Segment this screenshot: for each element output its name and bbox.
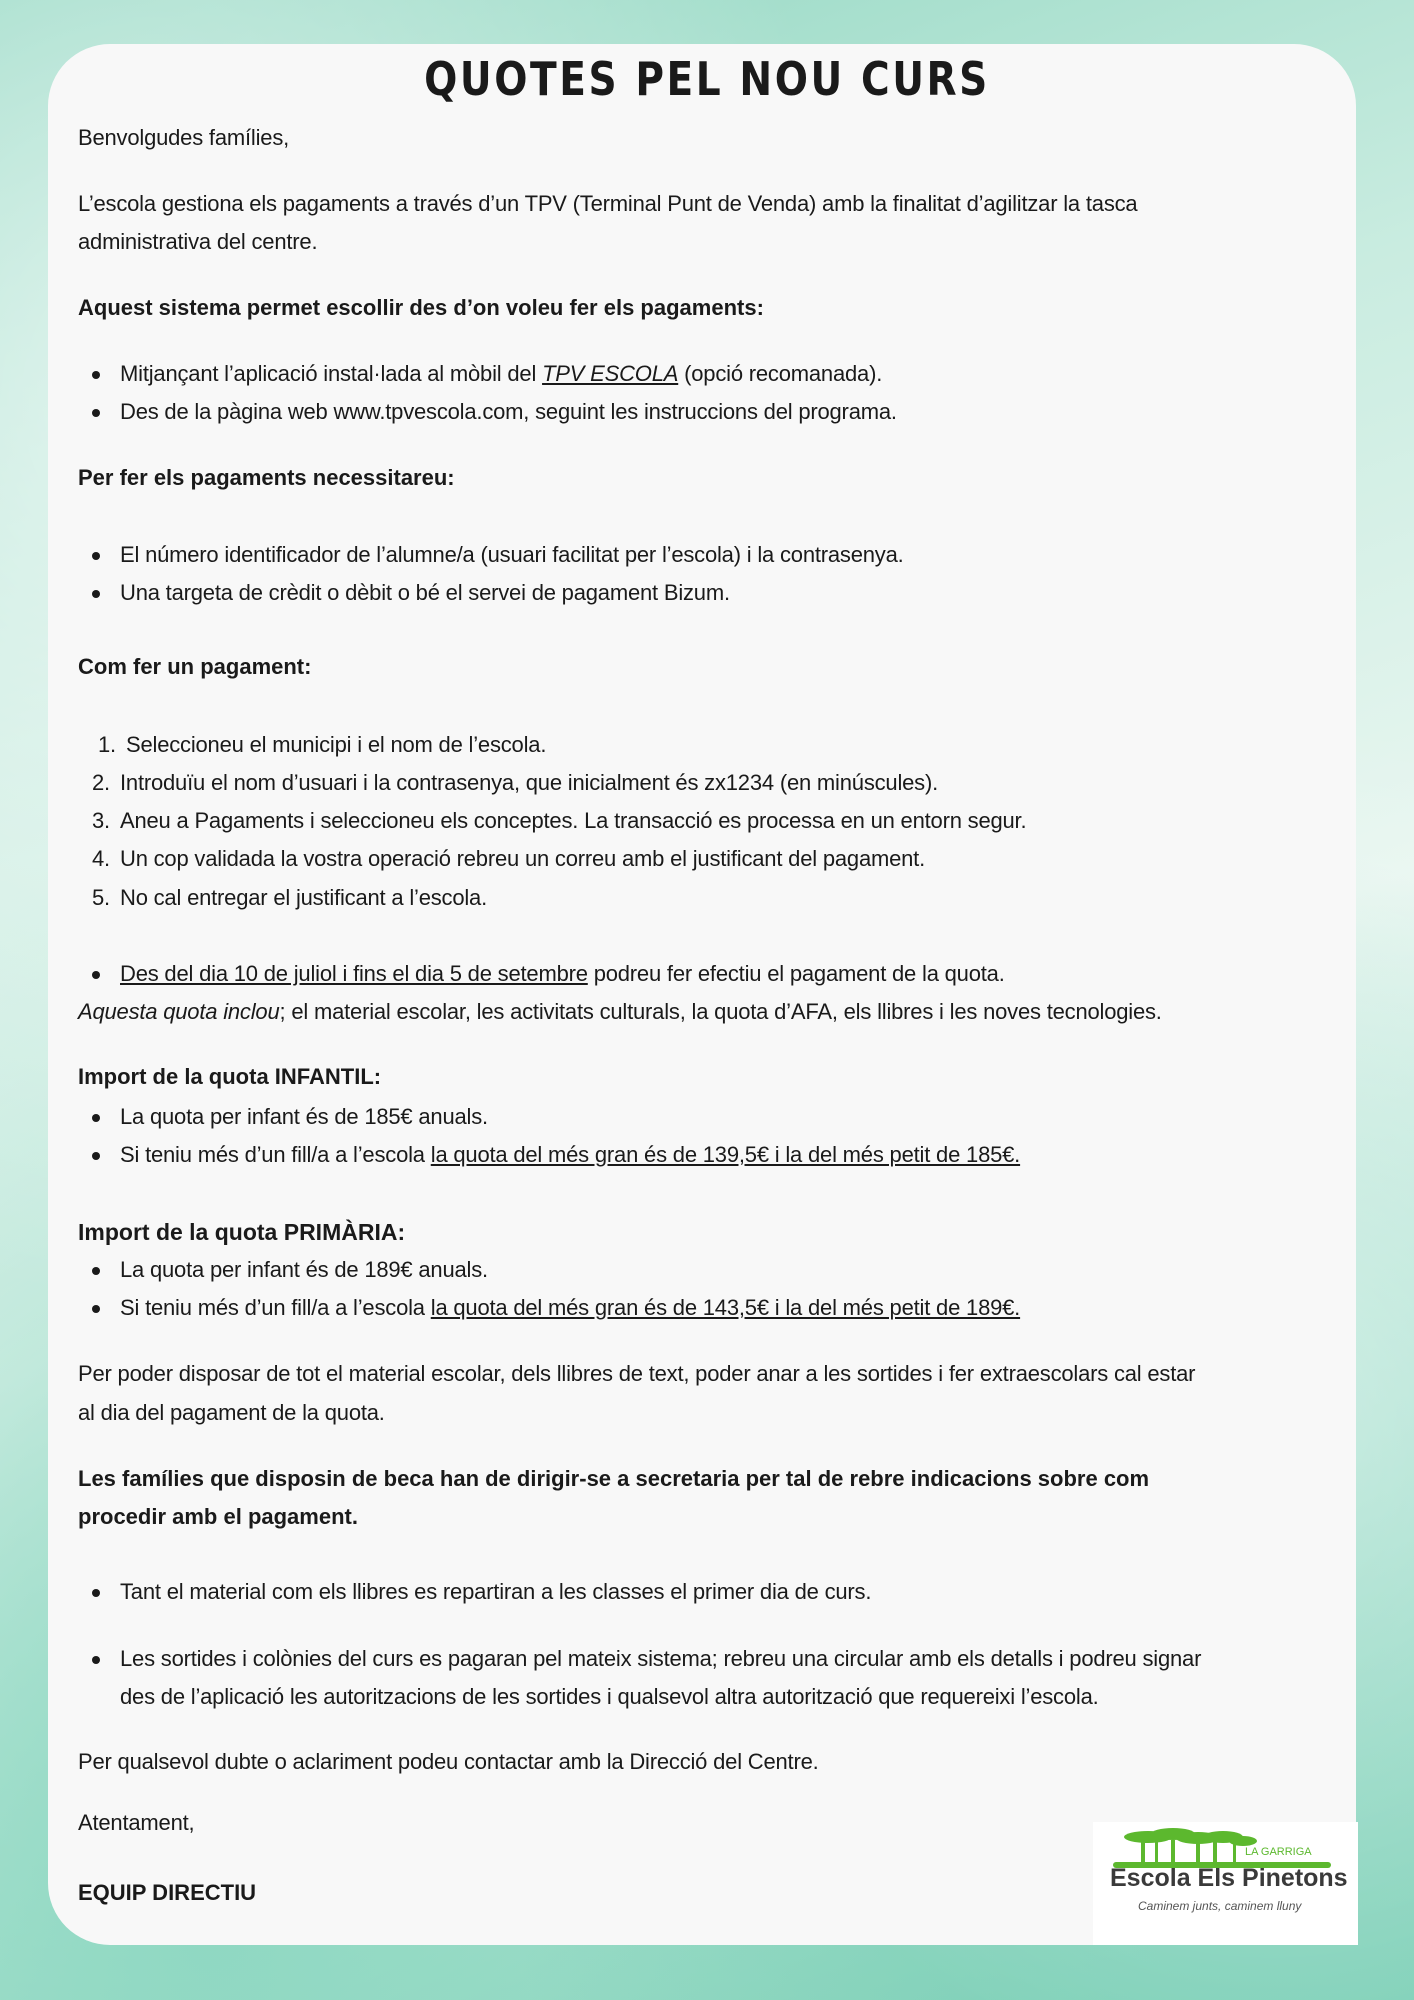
- logo-slogan: Caminem junts, caminem lluny: [1138, 1899, 1302, 1913]
- primaria-siblings: [120, 1289, 1020, 1327]
- step-item: [92, 764, 939, 802]
- note-outings-1: Les sortides i colònies del curs es pagaran pel mateix sistema; rebreu una circular amb els detalls i podreu signar: [120, 1640, 1201, 1678]
- step-number: 4.: [92, 846, 110, 871]
- payment-dates: [120, 955, 1005, 993]
- signature: EQUIP DIRECTIU: [78, 1880, 257, 1905]
- infantil-siblings: [120, 1136, 1020, 1174]
- step-number: 2.: [92, 770, 110, 795]
- step-text: Seleccioneu el municipi i el nom de l’escola.: [126, 732, 547, 757]
- needs-heading: Per fer els pagaments necessitareu:: [78, 465, 455, 490]
- school-logo: [1093, 1822, 1358, 1945]
- greeting: Benvolgudes famílies,: [78, 125, 290, 150]
- beca-line-2: procedir amb el pagament.: [78, 1504, 358, 1529]
- note-outings-2: des de l’aplicació les autoritzacions de les sortides i qualsevol altra autorització que requereixi l’escola.: [120, 1684, 1099, 1709]
- step-number: 5.: [92, 885, 110, 910]
- contact-text: Per qualsevol dubte o aclariment podeu contactar amb la Direcció del Centre.: [78, 1749, 819, 1774]
- infantil-siblings-fees: la quota del més gran és de 139,5€ i la del més petit de 185€.: [430, 1142, 1021, 1167]
- step-text: Introduïu el nom d’usuari i la contrasenya, que inicialment és zx1234 (en minúscules).: [120, 770, 939, 795]
- closing: Atentament,: [78, 1810, 195, 1835]
- step-number: 1.: [98, 732, 116, 757]
- step-item: [98, 726, 547, 764]
- quota-includes-label: Aquesta quota inclou: [78, 999, 280, 1024]
- need-item: El número identificador de l’alumne/a (usuari facilitat per l’escola) i la contrasenya.: [120, 536, 904, 574]
- payment-dates-text: podreu fer efectiu el pagament de la quota.: [587, 961, 1005, 986]
- material-line-1: Per poder disposar de tot el material escolar, dels llibres de text, poder anar a les sortides i fer extraescolars cal estar: [78, 1361, 1196, 1386]
- infantil-siblings-text: Si teniu més d’un fill/a a l’escola: [120, 1142, 431, 1167]
- page-title: QUOTES PEL NOU CURS: [424, 52, 990, 106]
- infantil-heading: Import de la quota INFANTIL:: [78, 1064, 382, 1089]
- quota-includes-text: ; el material escolar, les activitats culturals, la quota d’AFA, els llibres i les noves tecnologies.: [279, 999, 1162, 1024]
- system-heading: Aquest sistema permet escollir des d’on voleu fer els pagaments:: [78, 295, 764, 320]
- step-text: Un cop validada la vostra operació rebreu un correu amb el justificant del pagament.: [120, 846, 925, 871]
- primaria-siblings-text: Si teniu més d’un fill/a a l’escola: [120, 1295, 431, 1320]
- option-app-text: Mitjançant l’aplicació instal·lada al mòbil del: [120, 361, 543, 386]
- primaria-heading: Import de la quota PRIMÀRIA:: [78, 1219, 406, 1245]
- beca-line-1: Les famílies que disposin de beca han de dirigir-se a secretaria per tal de rebre indicacions sobre com: [78, 1466, 1150, 1491]
- material-line-2: al dia del pagament de la quota.: [78, 1400, 385, 1425]
- payment-dates-range: Des del dia 10 de juliol i fins el dia 5 de setembre: [120, 961, 588, 986]
- option-app-suffix: (opció recomanada).: [678, 361, 883, 386]
- logo-region: LA GARRIGA: [1245, 1846, 1312, 1858]
- primaria-siblings-fees: la quota del més gran és de 143,5€ i la del més petit de 189€.: [430, 1295, 1021, 1320]
- step-text: Aneu a Pagaments i seleccioneu els conceptes. La transacció es processa en un entorn segur.: [120, 808, 1027, 833]
- step-item: [92, 802, 1027, 840]
- infantil-fee: La quota per infant és de 185€ anuals.: [120, 1098, 488, 1136]
- note-material: Tant el material com els llibres es repartiran a les classes el primer dia de curs.: [120, 1573, 871, 1611]
- option-web: Des de la pàgina web www.tpvescola.com, seguint les instruccions del programa.: [120, 393, 897, 431]
- step-item: [92, 840, 925, 878]
- step-item: [92, 879, 488, 917]
- quota-includes: [78, 993, 1162, 1031]
- intro-line-2: administrativa del centre.: [78, 229, 318, 254]
- step-text: No cal entregar el justificant a l’escola.: [120, 885, 488, 910]
- need-item: Una targeta de crèdit o dèbit o bé el servei de pagament Bizum.: [120, 574, 730, 612]
- intro-line-1: L’escola gestiona els pagaments a través d’un TPV (Terminal Punt de Venda) amb la finalitat d’agilitzar la tasca: [78, 191, 1138, 216]
- howto-heading: Com fer un pagament:: [78, 654, 312, 679]
- option-app: [120, 355, 882, 393]
- logo-school-name: Escola Els Pinetons: [1110, 1864, 1348, 1892]
- primaria-fee: La quota per infant és de 189€ anuals.: [120, 1251, 488, 1289]
- tpv-escola-link[interactable]: TPV ESCOLA: [542, 361, 679, 386]
- step-number: 3.: [92, 808, 110, 833]
